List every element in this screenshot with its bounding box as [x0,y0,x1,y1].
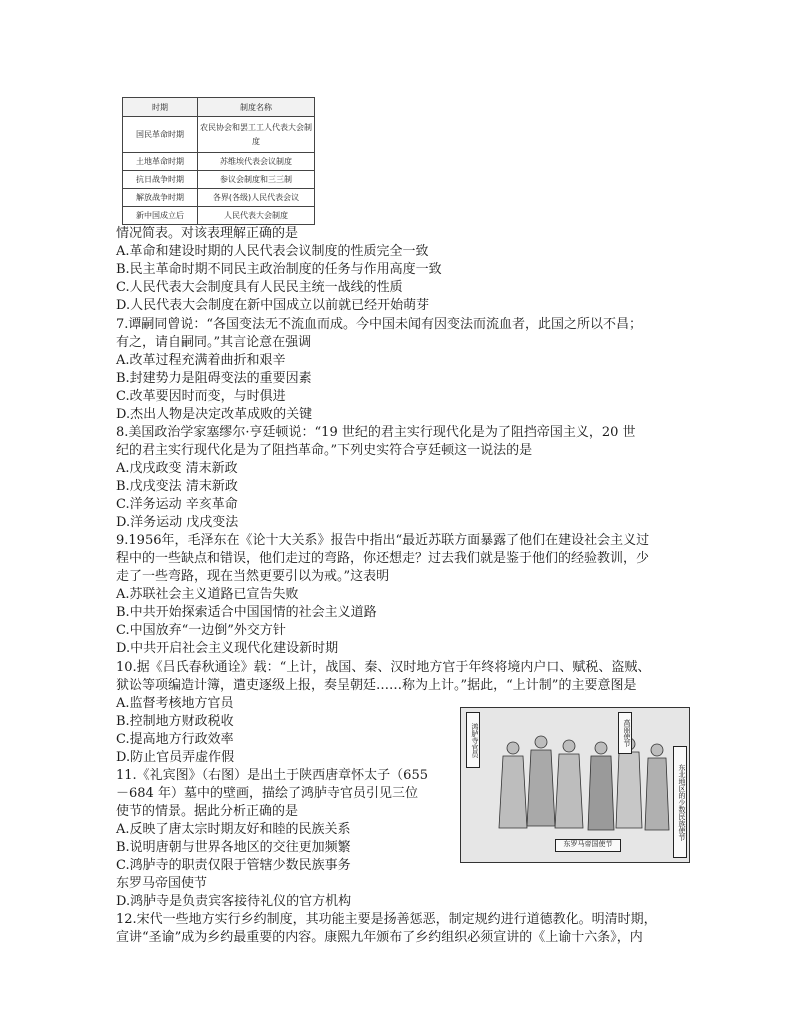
text-line: 宣讲“圣谕”成为乡约最重要的内容。康熙九年颁布了乡约组织必须宣讲的《上谕十六条》，内 [116,930,643,945]
table-cell: 解放战争时期 [123,189,198,207]
text-line: 纪的君主实行现代化是为了阻挡革命。”下列史实符合亨廷顿这一说法的是 [116,443,533,458]
text-line: 有之，请自嗣同。”其言论意在强调 [116,335,312,350]
option-line: D.中共开启社会主义现代化建设新时期 [116,641,339,656]
option-line: A.反映了唐太宗时期友好和睦的民族关系 [116,822,351,837]
table-cell: 苏维埃代表会议制度 [198,153,315,171]
option-line: B.中共开始探索适合中国国情的社会主义道路 [116,605,377,620]
option-line: C.鸿胪寺的职责仅限于管辖少数民族事务 [116,858,351,873]
option-line: D.洋务运动 戊戌变法 [116,515,239,530]
option-line: A.戊戌政变 清末新政 [116,461,238,476]
option-line: B.说明唐朝与世界各地区的交往更加频繁 [116,840,351,855]
table-cell: 土地革命时期 [123,153,198,171]
text-line: 10.据《吕氏春秋通诠》载：“上计，战国、秦、汉时地方官于年终将境内户口、赋税、盗贼、 [116,660,651,675]
table-cell: 农民协会和罢工工人代表大会制度 [198,117,315,153]
text-line: 7.谭嗣同曾说：“各国变法无不流血而成。今中国未闻有因变法而流血者，此国之所以不昌； [116,317,643,332]
text-line: 9.1956年，毛泽东在《论十大关系》报告中指出“最近苏联方面暴露了他们在建设社会主义过 [116,533,650,548]
table-cell: 新中国成立后 [123,207,198,225]
table-cell: 抗日战争时期 [123,171,198,189]
option-line: C.人民代表大会制度具有人民民主统一战线的性质 [116,280,403,295]
label-goryeo-envoy: 高丽使节 [618,712,632,754]
option-line: B.民主革命时期不同民主政治制度的任务与作用高度一致 [116,262,442,277]
table-cell: 人民代表大会制度 [198,207,315,225]
option-line: B.戊戌变法 清末新政 [116,479,238,494]
option-line: C.改革要因时而变，与时俱进 [116,389,286,404]
table-header-period: 时期 [123,98,198,117]
option-line: C.中国放弃“一边倒”外交方针 [116,623,286,638]
option-line: D.杰出人物是决定改革成败的关键 [116,407,313,422]
option-line: A.改革过程充满着曲折和艰辛 [116,353,286,368]
text-line: 使节的情景。据此分析正确的是 [116,804,299,819]
text-line: －684 年）墓中的壁画，描绘了鸿胪寺官员引见三位 [116,786,418,801]
table-cell: 参议会制度和三三制 [198,171,315,189]
label-honglu-officials: 鸿胪寺官员 [466,712,480,768]
table-header-system: 制度名称 [198,98,315,117]
option-line: D.鸿胪寺是负责宾客接待礼仪的官方机构 [116,894,352,909]
text-line: 程中的一些缺点和错误，他们走过的弯路，你还想走？过去我们就是鉴于他们的经验教训，少 [116,551,650,566]
table-cell: 国民革命时期 [123,117,198,153]
text-line: 12.宋代一些地方实行乡约制度，其功能主要是扬善惩恶，制定规约进行道德教化。明清时期， [116,912,657,927]
text-line: 情况简表。对该表理解正确的是 [116,226,299,241]
option-line: B.控制地方财政税收 [116,714,234,729]
option-line: A.监督考核地方官员 [116,696,234,711]
institution-table [122,97,315,225]
option-line: A.革命和建设时期的人民代表会议制度的性质完全一致 [116,244,429,259]
text-line: 狱讼等项编造计簿，遣吏逐级上报，奏呈朝廷……称为上计。”据此，“上计制”的主要意图是 [116,678,637,693]
option-line: D.人民代表大会制度在新中国成立以前就已经开始萌芽 [116,298,430,313]
libin-tu-mural-figure [460,707,690,863]
option-line: C.提高地方行政效率 [116,732,234,747]
option-line: A.苏联社会主义道路已宣告失败 [116,587,299,602]
text-line: 8.美国政治学家塞缪尔·亨廷顿说：“19 世纪的君主实行现代化是为了阻挡帝国主义，20 世 [116,425,636,440]
option-line: B.封建势力是阻碍变法的重要因素 [116,371,312,386]
label-byzantine-envoy: 东罗马帝国使节 [555,839,621,852]
text-line: 走了一些弯路，现在当然更要引以为戒。”这表明 [116,569,390,584]
option-line: D.防止官员弄虚作假 [116,750,235,765]
label-northeast-envoy: 东北地区的少数民族使节 [673,746,687,858]
table-cell: 各界(各级)人民代表会议 [198,189,315,207]
text-line: 东罗马帝国使节 [116,876,208,891]
option-line: C.洋务运动 辛亥革命 [116,497,238,512]
text-line: 11.《礼宾图》（右图）是出土于陕西唐章怀太子（655 [116,768,428,783]
